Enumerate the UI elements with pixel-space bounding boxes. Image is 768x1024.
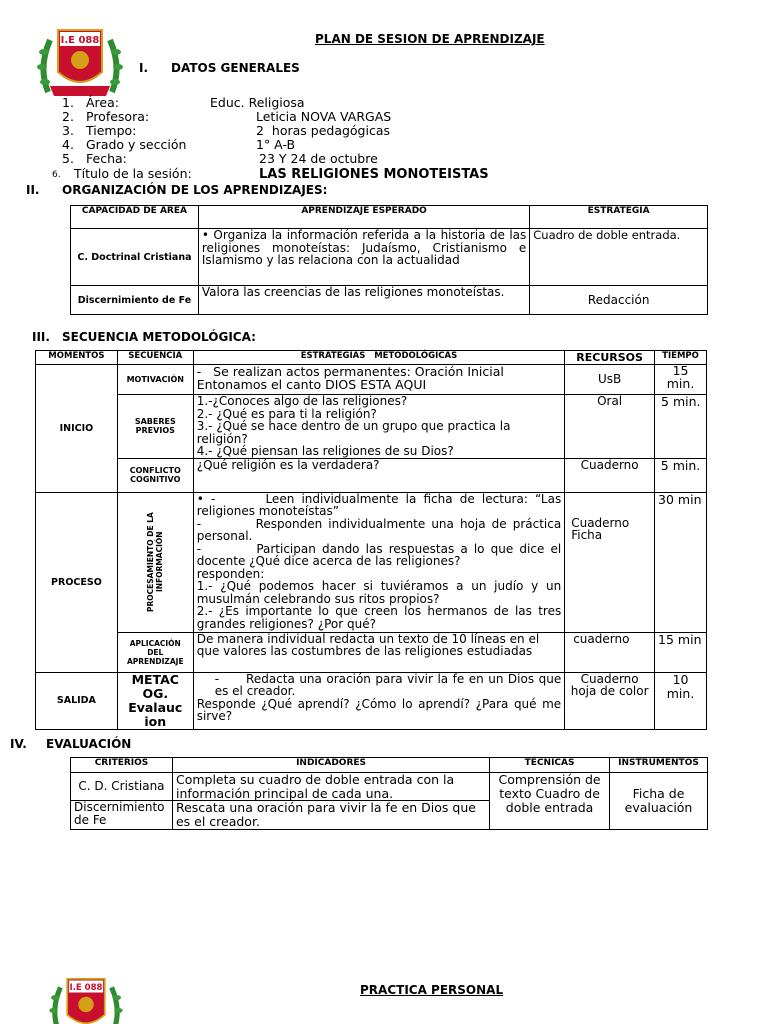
- table-row: Discernimiento de Fe Valora las creencias de las religiones monoteístas. Redacción: [71, 286, 708, 315]
- section3-title: SECUENCIA METODOLÓGICA:: [62, 330, 256, 344]
- svg-text:I.E 088: I.E 088: [69, 982, 103, 993]
- table-row: CONFLICTO COGNITIVO ¿Qué religión es la verdadera? Cuaderno 5 min.: [36, 458, 707, 492]
- list-item: 4. Grado y sección 1° A-B: [62, 137, 296, 152]
- section4-numeral: IV.: [10, 737, 27, 751]
- table-row: SALIDA METAC OG. Evalauc ion - Redacta una oración para vivir la fe en un Dios que es el creador. Responde ¿Qué aprendí? ¿Cómo lo aprendí? ¿Para qué me sirve? Cuaderno hoja de color 10 min.: [36, 672, 707, 729]
- table-header: MOMENTOS SECUENCIA ESTRATEGIAS METODOLÓGICAS RECURSOS TIEMPO: [36, 351, 707, 365]
- table-row: Discernimiento de Fe Rescata una oración para vivir la fe en Dios que es el creador.: [71, 801, 708, 830]
- session-title-row: 6. Título de la sesión: LAS RELIGIONES MONOTEISTAS: [52, 166, 489, 182]
- list-item: 5. Fecha: 23 Y 24 de octubre: [62, 151, 378, 166]
- aprendizajes-table: [70, 205, 708, 315]
- school-logo-footer: [48, 972, 124, 1024]
- section1-numeral: I.: [139, 61, 149, 75]
- table-row: C. Doctrinal Cristiana • Organiza la información referida a la historia de las religiones monoteístas: Judaísmo, Cristianismo e Islamismo y las relaciona con la actualidad Cuadro de doble entrada.: [71, 229, 708, 286]
- section4-title: EVALUACIÓN: [46, 737, 132, 751]
- school-logo: [36, 22, 124, 104]
- table-row: PROCESO PROCESAMIENTO DE LA INFORMACIÓN • - Leen individualmente la ficha de lectura: “Las religiones monoteístas” - Responden individualmente una hoja de práctica personal. - Participan dando las respuestas a lo que dice el docente ¿Qué dice acerca de las religiones? responden: 1.- ¿Qué podemos hacer si tuviéramos a un judío y un musulmán celebrando sus ritos propios? 2.- ¿Es importante lo que creen los hermanos de las tres grandes religiones? ¿Por qué? Cuaderno Ficha 30 min: [36, 492, 707, 632]
- table-header: CAPACIDAD DE AREA APRENDIZAJE ESPERADO ESTRATEGIA: [71, 206, 708, 229]
- table-row: C. D. Cristiana Completa su cuadro de doble entrada con la información principal de cada una. Comprensión de texto Cuadro de doble entrada Ficha de evaluación: [71, 773, 708, 801]
- list-item: 2. Profesora: Leticia NOVA VARGAS: [62, 109, 392, 124]
- table-row: APLICACIÓN DEL APRENDIZAJE De manera individual redacta un texto de 10 líneas en el que valores las costumbres de las religiones estudiadas cuaderno 15 min: [36, 632, 707, 672]
- section2-title: ORGANIZACIÓN DE LOS APRENDIZAJES:: [62, 183, 328, 197]
- secuencia-table: [35, 350, 707, 730]
- section1-title: DATOS GENERALES: [171, 61, 300, 75]
- footer-title: PRACTICA PERSONAL: [360, 983, 504, 997]
- svg-text:I.E 088: I.E 088: [60, 35, 100, 46]
- list-item: 1. Área: Educ. Religiosa: [62, 95, 305, 110]
- session-title: LAS RELIGIONES MONOTEISTAS: [259, 167, 489, 182]
- evaluacion-table: [70, 757, 708, 830]
- table-row: INICIO MOTIVACIÓN - Se realizan actos permanentes: Oración Inicial Entonamos el canto DIOS ESTA AQUI UsB 15 min.: [36, 365, 707, 395]
- list-item: 3. Tiempo: 2 horas pedagógicas: [62, 123, 391, 138]
- procesamiento-label: PROCESAMIENTO DE LA INFORMACIÓN: [146, 512, 165, 612]
- table-row: SABERES PREVIOS 1.-¿Conoces algo de las religiones? 2.- ¿Qué es para ti la religión? 3.- ¿Qué se hace dentro de un grupo que practica la religión? 4.- ¿Qué piensan las religiones de su Dios? Oral 5 min.: [36, 395, 707, 459]
- section3-numeral: III.: [32, 330, 50, 344]
- page-title: PLAN DE SESION DE APRENDIZAJE: [315, 32, 545, 46]
- datos-generales-list: [62, 96, 482, 166]
- laurel-crest-icon: [36, 22, 124, 104]
- section2-numeral: II.: [26, 183, 40, 197]
- table-header: CRITERIOS INDICADORES TÉCNICAS INSTRUMENTOS: [71, 758, 708, 773]
- laurel-crest-icon: [48, 972, 124, 1024]
